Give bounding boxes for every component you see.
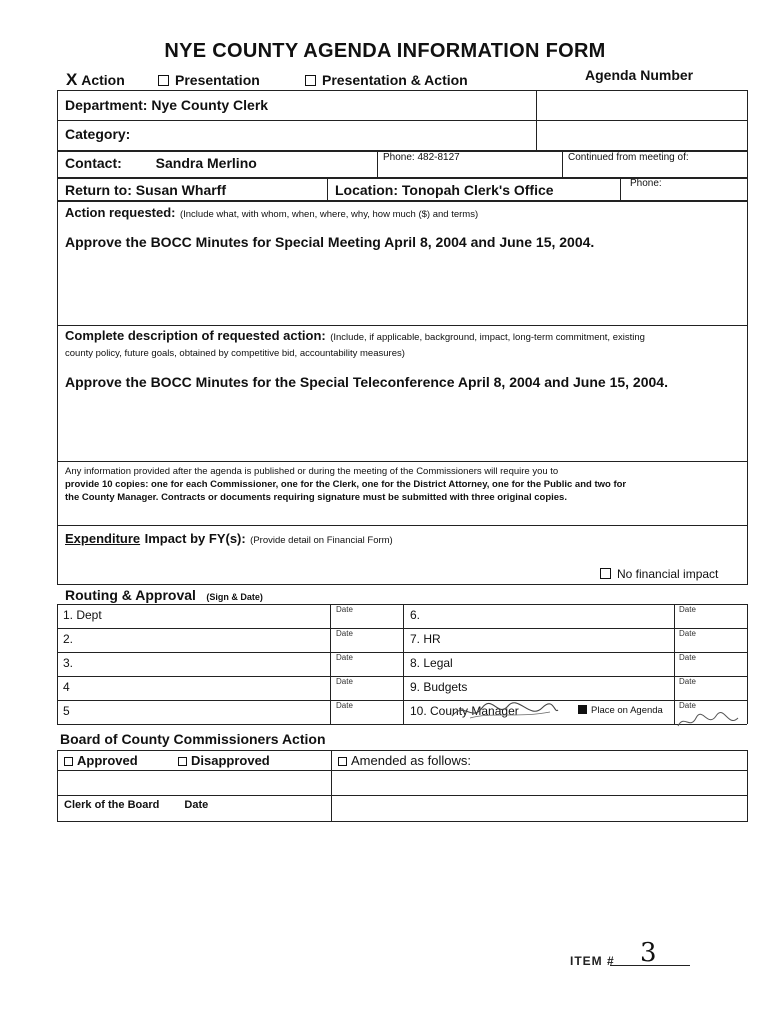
action-requested-hint: (Include what, with whom, when, where, why, how much ($) and terms) xyxy=(179,209,479,220)
notice-text xyxy=(65,465,747,504)
routing-left-step: 1. Dept xyxy=(63,608,102,622)
complete-description-header xyxy=(65,329,745,361)
place-on-agenda-label: Place on Agenda xyxy=(591,705,663,716)
divider xyxy=(57,821,747,822)
divider xyxy=(57,90,747,91)
routing-col-line xyxy=(747,604,748,724)
place-on-agenda-option[interactable] xyxy=(578,705,663,716)
complete-description-label: Complete description of requested action: xyxy=(65,328,326,343)
checkbox-icon[interactable] xyxy=(158,75,169,86)
approved-option[interactable] xyxy=(64,753,138,768)
disapproved-option[interactable] xyxy=(178,753,270,768)
routing-row-line xyxy=(57,628,747,629)
routing-right-date-label: Date xyxy=(679,701,696,710)
notice-line-1: Any information provided after the agenda is published or during the meeting of the Commissioners will require you to xyxy=(65,466,559,477)
routing-row-line xyxy=(57,724,747,725)
item-label: ITEM # xyxy=(570,954,615,968)
county-manager-signature xyxy=(450,696,560,724)
routing-right-step: 8. Legal xyxy=(410,656,453,670)
return-to-value: Susan Wharff xyxy=(135,182,227,198)
presentation-option[interactable] xyxy=(158,72,260,88)
checked-box-icon[interactable] xyxy=(578,705,587,714)
routing-label: Routing & Approval xyxy=(65,587,196,603)
amended-option[interactable] xyxy=(338,753,471,768)
checkbox-icon[interactable] xyxy=(600,568,611,579)
clerk-of-board-label: Clerk of the Board xyxy=(64,799,160,811)
routing-left-date-label: Date xyxy=(336,701,353,710)
complete-description-hint-1: (Include, if applicable, background, impact, long-term commitment, existing xyxy=(330,332,645,343)
divider xyxy=(562,150,563,177)
divider xyxy=(57,584,747,585)
routing-right-date-label: Date xyxy=(679,605,696,614)
routing-hint: (Sign & Date) xyxy=(206,592,263,602)
divider xyxy=(57,795,747,796)
location-label: Location: xyxy=(335,182,398,198)
expenditure-header xyxy=(65,530,393,548)
notice-line-2: provide 10 copies: one for each Commissioner, one for the Clerk, one for the District Attorney, one for the Public and two for xyxy=(65,479,627,490)
contact-field xyxy=(65,155,257,171)
county-manager-date-handwritten xyxy=(676,710,742,732)
divider xyxy=(377,150,378,177)
routing-right-step: 10. County Manager xyxy=(410,704,519,718)
routing-col-line xyxy=(403,604,404,724)
department-label: Department: xyxy=(65,97,148,113)
frame-left xyxy=(57,90,58,585)
expenditure-label-underlined: Expenditure xyxy=(65,531,141,546)
checkbox-icon[interactable] xyxy=(178,757,187,766)
routing-left-step: 2. xyxy=(63,632,74,646)
routing-left-step: 4 xyxy=(63,680,70,694)
divider xyxy=(331,750,332,822)
routing-left-date-label: Date xyxy=(336,629,353,638)
routing-row-line xyxy=(57,676,747,677)
complete-description-hint-2: county policy, future goals, obtained by competitive bid, accountability measures) xyxy=(65,348,405,359)
divider xyxy=(57,200,747,202)
clerk-date-label: Date xyxy=(184,799,209,811)
frame-right xyxy=(747,90,748,585)
complete-description-text: Approve the BOCC Minutes for the Special Teleconference April 8, 2004 and June 15, 2004. xyxy=(65,374,668,390)
form-title: NYE COUNTY AGENDA INFORMATION FORM xyxy=(164,40,606,62)
routing-row-line xyxy=(57,652,747,653)
action-requested-header xyxy=(65,204,478,222)
divider xyxy=(620,177,621,200)
presentation-option-label: Presentation xyxy=(175,72,260,88)
routing-right-date-label: Date xyxy=(679,653,696,662)
divider xyxy=(57,525,747,526)
category-label: Category: xyxy=(65,126,131,142)
routing-row-line xyxy=(57,604,747,605)
presentation-action-option[interactable] xyxy=(305,72,468,88)
divider xyxy=(57,770,747,771)
board-action-label: Board of County Commissioners Action xyxy=(60,731,326,747)
routing-right-step: 6. xyxy=(410,608,421,622)
divider xyxy=(57,120,747,121)
location-field xyxy=(335,182,554,198)
routing-left-date-label: Date xyxy=(336,677,353,686)
item-number: 3 xyxy=(640,938,657,968)
divider xyxy=(327,177,328,200)
routing-left-step: 3. xyxy=(63,656,74,670)
action-option-label: Action xyxy=(81,72,125,88)
routing-left-date-label: Date xyxy=(336,653,353,662)
amended-label: Amended as follows: xyxy=(351,753,471,768)
checkbox-icon[interactable] xyxy=(305,75,316,86)
routing-right-step: 9. Budgets xyxy=(410,680,468,694)
divider xyxy=(57,325,747,326)
divider xyxy=(57,750,58,822)
checkbox-icon[interactable] xyxy=(338,757,347,766)
location-value: Tonopah Clerk's Office xyxy=(401,182,554,198)
action-requested-text: Approve the BOCC Minutes for Special Meeting April 8, 2004 and June 15, 2004. xyxy=(65,234,595,250)
divider xyxy=(747,750,748,822)
return-to-field xyxy=(65,182,226,198)
routing-col-line xyxy=(330,604,331,724)
clerk-of-board-field xyxy=(64,799,208,811)
contact-value: Sandra Merlino xyxy=(155,155,257,171)
routing-left-date-label: Date xyxy=(336,605,353,614)
action-checked-mark: X xyxy=(66,70,78,89)
routing-row-line xyxy=(57,700,747,701)
checkbox-icon[interactable] xyxy=(64,757,73,766)
continued-from-label: Continued from meeting of: xyxy=(568,152,689,163)
routing-right-date-label: Date xyxy=(679,677,696,686)
routing-col-line xyxy=(57,604,58,724)
phone-location: Phone: xyxy=(630,178,662,189)
agenda-number-label: Agenda Number xyxy=(585,67,694,83)
approved-label: Approved xyxy=(77,753,138,768)
disapproved-label: Disapproved xyxy=(191,753,270,768)
routing-header xyxy=(65,587,263,605)
routing-right-date-label: Date xyxy=(679,629,696,638)
divider xyxy=(57,750,747,751)
department-field xyxy=(65,97,268,113)
phone-contact: Phone: 482-8127 xyxy=(383,152,460,163)
item-number-underline xyxy=(610,965,690,966)
expenditure-label: Impact by FY(s): xyxy=(144,531,246,546)
no-financial-impact-label: No financial impact xyxy=(617,567,719,581)
routing-left-step: 5 xyxy=(63,704,70,718)
department-value: Nye County Clerk xyxy=(151,97,269,113)
presentation-action-option-label: Presentation & Action xyxy=(322,72,468,88)
no-financial-impact-option[interactable] xyxy=(600,567,718,581)
notice-line-3: the County Manager. Contracts or documents requiring signature must be submitted with three original copies. xyxy=(65,492,567,503)
divider xyxy=(57,461,747,462)
expenditure-hint: (Provide detail on Financial Form) xyxy=(250,535,393,546)
routing-right-step: 7. HR xyxy=(410,632,441,646)
action-requested-label: Action requested: xyxy=(65,205,176,220)
routing-col-line xyxy=(674,604,675,724)
return-to-label: Return to: xyxy=(65,182,132,198)
action-option[interactable] xyxy=(66,70,125,90)
contact-label: Contact: xyxy=(65,155,122,171)
